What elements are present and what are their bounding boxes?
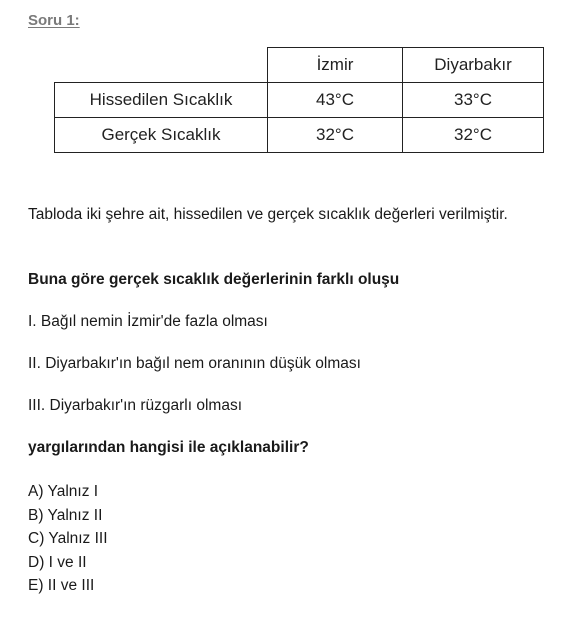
row-label-felt-temperature: Hissedilen Sıcaklık [55,83,268,118]
cell-felt-diyarbakir: 33°C [403,83,544,118]
option-c[interactable]: C) Yalnız III [28,530,108,547]
cell-actual-izmir: 32°C [268,118,403,153]
question-intro: Tabloda iki şehre ait, hissedilen ve gerçek sıcaklık değerleri verilmiştir. [28,206,508,223]
cell-felt-izmir: 43°C [268,83,403,118]
temperature-table [54,47,544,153]
statement-3: III. Diyarbakır'ın rüzgarlı olması [28,397,242,414]
table-corner-cell [55,48,268,83]
row-label-actual-temperature: Gerçek Sıcaklık [55,118,268,153]
question-heading: Soru 1: [28,12,80,29]
option-a[interactable]: A) Yalnız I [28,483,99,500]
table-row [55,83,544,118]
option-d[interactable]: D) I ve II [28,553,87,571]
table-row [55,118,544,153]
table-header-row [55,48,544,83]
statement-1: I. Bağıl nemin İzmir'de fazla olması [28,313,268,330]
cell-actual-diyarbakir: 32°C [403,118,544,153]
question-ask: yargılarından hangisi ile açıklanabilir? [28,439,309,456]
option-b[interactable]: B) Yalnız II [28,506,103,524]
option-e[interactable]: E) II ve III [28,577,95,594]
table-header-izmir: İzmir [268,48,403,83]
answer-options [28,480,108,598]
statement-2: II. Diyarbakır'ın bağıl nem oranının düşük olması [28,355,361,372]
question-prompt: Buna göre gerçek sıcaklık değerlerinin farklı oluşu [28,271,400,288]
table-header-diyarbakir: Diyarbakır [403,48,544,83]
